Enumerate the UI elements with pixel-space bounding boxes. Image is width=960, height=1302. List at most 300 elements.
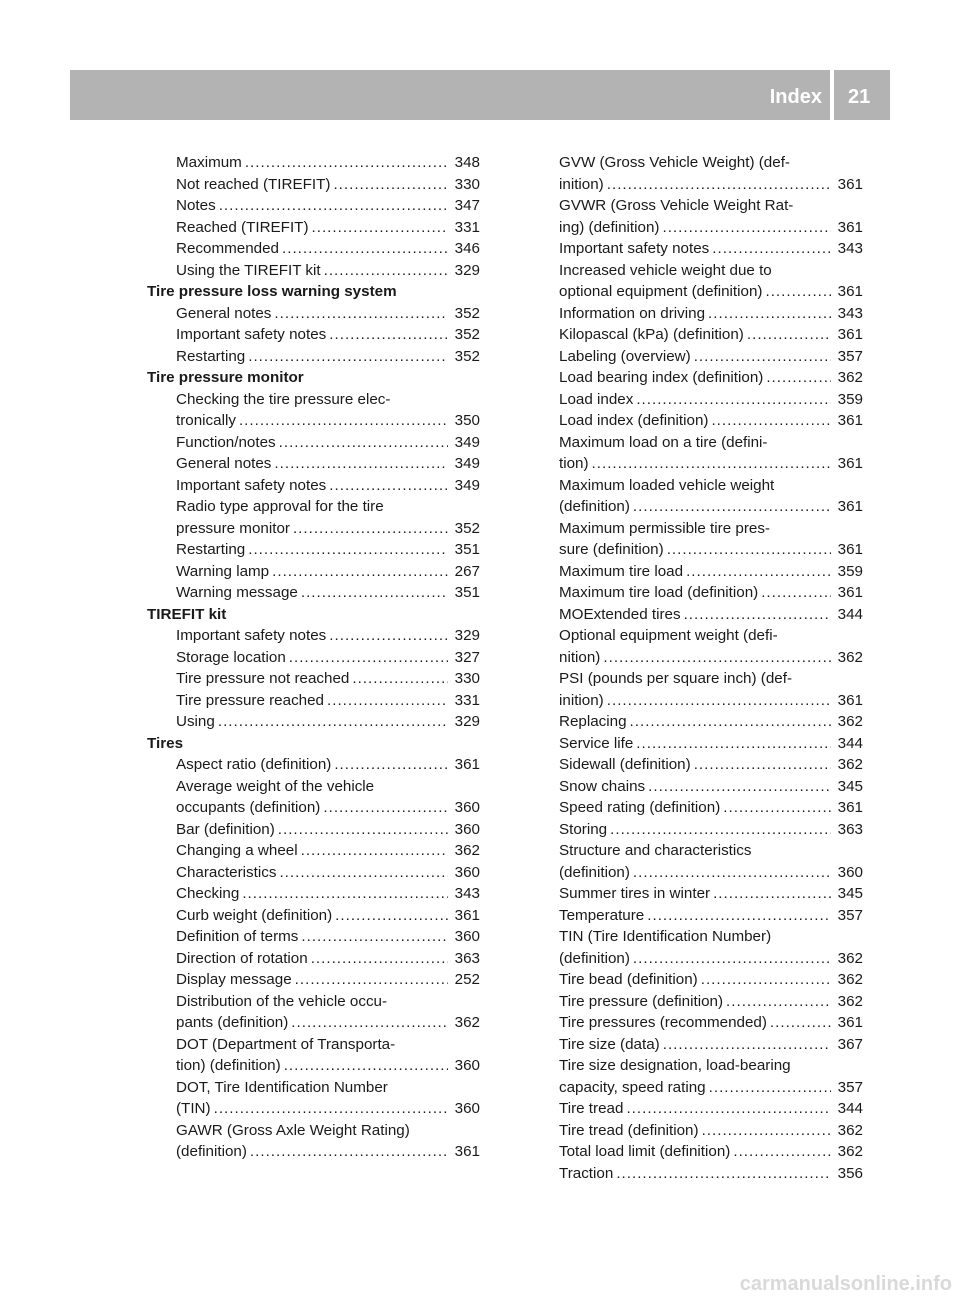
index-entry bbox=[147, 883, 480, 905]
index-entry bbox=[147, 862, 480, 884]
entry-text: Structure and characteristics bbox=[559, 842, 752, 859]
index-entry bbox=[147, 1055, 480, 1077]
index-entry bbox=[147, 668, 480, 690]
page-reference: 361 bbox=[837, 218, 863, 236]
entry-text: Tires bbox=[147, 734, 184, 752]
entry-text: Speed rating (definition) bbox=[559, 799, 721, 816]
index-entry bbox=[147, 926, 480, 948]
dot-leader bbox=[633, 496, 831, 518]
page-reference: 360 bbox=[837, 863, 863, 881]
page-reference: 356 bbox=[837, 1164, 863, 1182]
entry-text: GVW (Gross Vehicle Weight) (def- bbox=[559, 154, 790, 171]
entry-text: Warning message bbox=[176, 584, 298, 601]
dot-leader bbox=[329, 625, 448, 647]
index-entry bbox=[530, 969, 863, 991]
page-reference: 361 bbox=[837, 283, 863, 300]
index-entry bbox=[147, 776, 480, 798]
watermark: carmanualsonline.info bbox=[739, 1273, 952, 1295]
entry-text: Maximum bbox=[176, 154, 242, 171]
dot-leader bbox=[603, 647, 831, 669]
page-reference: 330 bbox=[454, 175, 480, 193]
dot-leader bbox=[301, 926, 448, 948]
dot-leader bbox=[272, 561, 448, 583]
dot-leader bbox=[662, 217, 831, 239]
page-reference: 362 bbox=[837, 1121, 863, 1139]
entry-text: occupants (definition) bbox=[176, 799, 321, 816]
entry-text: Total load limit (definition) bbox=[559, 1143, 731, 1160]
dot-leader bbox=[694, 346, 831, 368]
dot-leader bbox=[219, 195, 448, 217]
entry-text: Tire bead (definition) bbox=[559, 971, 698, 988]
entry-text: Function/notes bbox=[176, 433, 276, 451]
index-entry bbox=[147, 324, 480, 346]
entry-text: Checking the tire pressure elec- bbox=[176, 390, 391, 408]
entry-text: tronically bbox=[176, 412, 236, 429]
entry-text: Tire tread bbox=[559, 1100, 624, 1117]
dot-leader bbox=[633, 948, 831, 970]
index-heading bbox=[147, 604, 480, 626]
dot-leader bbox=[733, 1141, 831, 1163]
page-reference: 344 bbox=[837, 605, 863, 623]
index-entry bbox=[147, 174, 480, 196]
page-reference: 345 bbox=[837, 885, 863, 902]
entry-text: PSI (pounds per square inch) (def- bbox=[559, 670, 792, 687]
dot-leader bbox=[301, 582, 448, 604]
index-entry bbox=[147, 1012, 480, 1034]
dot-leader bbox=[761, 582, 831, 604]
dot-leader bbox=[647, 905, 831, 927]
entry-text: tion) bbox=[559, 455, 589, 472]
dot-leader bbox=[636, 733, 831, 755]
index-entry bbox=[530, 1141, 863, 1163]
page-reference: 343 bbox=[454, 885, 480, 902]
entry-text: Tire size (data) bbox=[559, 1035, 660, 1053]
index-entry bbox=[530, 926, 863, 948]
dot-leader bbox=[282, 238, 448, 260]
dot-leader bbox=[289, 647, 448, 669]
index-entry bbox=[530, 539, 863, 561]
dot-leader bbox=[686, 561, 831, 583]
dot-leader bbox=[245, 152, 448, 174]
page-reference: 252 bbox=[454, 971, 480, 988]
entry-text: Average weight of the vehicle bbox=[176, 777, 375, 795]
index-entry bbox=[147, 518, 480, 540]
dot-leader bbox=[667, 539, 831, 561]
page-reference: 361 bbox=[837, 498, 863, 515]
page-reference: 347 bbox=[454, 197, 480, 214]
page-reference: 361 bbox=[837, 691, 863, 709]
index-entry bbox=[147, 690, 480, 712]
index-entry bbox=[530, 518, 863, 540]
dot-leader bbox=[250, 1141, 448, 1163]
dot-leader bbox=[708, 303, 831, 325]
page-reference: 360 bbox=[454, 1100, 480, 1117]
index-entry bbox=[147, 1034, 480, 1056]
page-reference: 357 bbox=[837, 906, 863, 924]
page-reference: 361 bbox=[837, 541, 863, 558]
page-number: 21 bbox=[848, 86, 871, 108]
dot-leader bbox=[663, 1034, 831, 1056]
index-entry bbox=[147, 389, 480, 411]
dot-leader bbox=[214, 1098, 448, 1120]
entry-text: Information on driving bbox=[559, 304, 706, 322]
entry-text: Aspect ratio (definition) bbox=[176, 756, 332, 773]
page-reference: 362 bbox=[837, 992, 863, 1010]
index-entry bbox=[530, 1034, 863, 1056]
entry-text: General notes bbox=[176, 455, 272, 472]
entry-text: tion) (definition) bbox=[176, 1057, 281, 1074]
page-reference: 359 bbox=[837, 562, 863, 580]
dot-leader bbox=[274, 303, 448, 325]
entry-text: Temperature bbox=[559, 906, 645, 924]
index-entry bbox=[530, 1098, 863, 1120]
entry-text: Reached (TIREFIT) bbox=[176, 218, 309, 236]
entry-text: Recommended bbox=[176, 240, 279, 257]
page-reference: 361 bbox=[454, 756, 480, 773]
dot-leader bbox=[327, 690, 448, 712]
index-entry bbox=[147, 625, 480, 647]
index-entry bbox=[530, 905, 863, 927]
index-entry bbox=[147, 991, 480, 1013]
page-reference: 360 bbox=[454, 1057, 480, 1074]
page-reference: 345 bbox=[837, 777, 863, 795]
dot-leader bbox=[713, 883, 831, 905]
index-entry bbox=[530, 991, 863, 1013]
index-entry bbox=[147, 539, 480, 561]
entry-text: pressure monitor bbox=[176, 519, 290, 537]
dot-leader bbox=[218, 711, 448, 733]
index-entry bbox=[530, 948, 863, 970]
index-entry bbox=[530, 303, 863, 325]
page-reference: 357 bbox=[837, 1078, 863, 1096]
entry-text: Replacing bbox=[559, 713, 627, 730]
entry-text: Important safety notes bbox=[176, 627, 327, 644]
index-entry bbox=[530, 1055, 863, 1077]
entry-text: inition) bbox=[559, 691, 604, 709]
entry-text: Characteristics bbox=[176, 863, 277, 881]
dot-leader bbox=[630, 711, 831, 733]
index-entry bbox=[530, 883, 863, 905]
entry-text: Using bbox=[176, 713, 215, 730]
index-entry bbox=[147, 432, 480, 454]
index-entry bbox=[147, 561, 480, 583]
dot-leader bbox=[592, 453, 831, 475]
index-heading bbox=[147, 367, 480, 389]
dot-leader bbox=[284, 1055, 448, 1077]
page-reference: 329 bbox=[454, 261, 480, 279]
entry-text: Snow chains bbox=[559, 777, 646, 795]
entry-text: Storage location bbox=[176, 648, 286, 666]
page-reference: 367 bbox=[837, 1035, 863, 1053]
entry-text: Bar (definition) bbox=[176, 820, 275, 838]
dot-leader bbox=[293, 518, 448, 540]
page-reference: 361 bbox=[837, 584, 863, 601]
entry-text: (TIN) bbox=[176, 1100, 211, 1117]
page-reference: 331 bbox=[454, 691, 480, 709]
dot-leader bbox=[607, 174, 831, 196]
page-reference: 349 bbox=[454, 433, 480, 451]
dot-leader bbox=[770, 1012, 831, 1034]
entry-text: sure (definition) bbox=[559, 541, 664, 558]
page-reference: 357 bbox=[837, 347, 863, 365]
entry-text: Important safety notes bbox=[176, 326, 327, 343]
index-entry bbox=[530, 1120, 863, 1142]
dot-leader bbox=[352, 668, 448, 690]
entry-text: inition) bbox=[559, 175, 604, 193]
dot-leader bbox=[248, 346, 448, 368]
index-entry bbox=[147, 195, 480, 217]
index-entry bbox=[147, 754, 480, 776]
entry-text: Notes bbox=[176, 197, 216, 214]
dot-leader bbox=[333, 174, 448, 196]
index-entry bbox=[530, 840, 863, 862]
entry-text: Labeling (overview) bbox=[559, 347, 691, 365]
index-entry bbox=[530, 367, 863, 389]
dot-leader bbox=[726, 991, 831, 1013]
index-entry bbox=[147, 1141, 480, 1163]
index-entry bbox=[147, 797, 480, 819]
dot-leader bbox=[242, 883, 448, 905]
page-reference: 343 bbox=[837, 304, 863, 322]
dot-leader bbox=[311, 948, 448, 970]
dot-leader bbox=[329, 475, 448, 497]
index-entry bbox=[147, 840, 480, 862]
dot-leader bbox=[274, 453, 448, 475]
entry-text: Traction bbox=[559, 1164, 614, 1182]
dot-leader bbox=[765, 281, 831, 303]
index-entry bbox=[530, 733, 863, 755]
page-reference: 329 bbox=[454, 627, 480, 644]
dot-leader bbox=[239, 410, 448, 432]
page-reference: 348 bbox=[454, 154, 480, 171]
entry-text: Restarting bbox=[176, 347, 246, 365]
entry-text: Radio type approval for the tire bbox=[176, 498, 384, 515]
entry-text: (definition) bbox=[559, 498, 630, 515]
index-entry bbox=[530, 281, 863, 303]
index-entry bbox=[530, 432, 863, 454]
dot-leader bbox=[607, 690, 831, 712]
dot-leader bbox=[636, 389, 831, 411]
entry-text: Optional equipment weight (defi- bbox=[559, 627, 778, 644]
page-reference: 362 bbox=[837, 1143, 863, 1160]
index-entry bbox=[147, 475, 480, 497]
index-entry bbox=[147, 1077, 480, 1099]
page-reference: 361 bbox=[837, 1014, 863, 1031]
index-entry bbox=[530, 797, 863, 819]
entry-text: Checking bbox=[176, 885, 240, 902]
page-reference: 361 bbox=[837, 455, 863, 472]
entry-text: Tire tread (definition) bbox=[559, 1121, 699, 1139]
index-entry bbox=[530, 324, 863, 346]
entry-text: pants (definition) bbox=[176, 1014, 289, 1031]
entry-text: Display message bbox=[176, 971, 292, 988]
page-reference: 362 bbox=[837, 756, 863, 773]
index-entry bbox=[147, 1098, 480, 1120]
index-entry bbox=[147, 819, 480, 841]
page-reference: 362 bbox=[837, 648, 863, 666]
dot-leader bbox=[626, 1098, 831, 1120]
index-entry bbox=[530, 195, 863, 217]
entry-text: GAWR (Gross Axle Weight Rating) bbox=[176, 1121, 410, 1139]
index-column-right bbox=[530, 152, 863, 1184]
dot-leader bbox=[684, 604, 831, 626]
index-entry bbox=[147, 152, 480, 174]
index-entry bbox=[530, 238, 863, 260]
entry-text: TIREFIT kit bbox=[147, 605, 227, 623]
page-reference: 352 bbox=[454, 304, 480, 322]
dot-leader bbox=[324, 260, 448, 282]
page-reference: 363 bbox=[837, 820, 863, 838]
index-entry bbox=[530, 819, 863, 841]
entry-text: Tire pressure not reached bbox=[176, 670, 350, 687]
index-entry bbox=[530, 776, 863, 798]
index-entry bbox=[147, 217, 480, 239]
entry-text: Sidewall (definition) bbox=[559, 756, 691, 773]
page-reference: 352 bbox=[454, 347, 480, 365]
entry-text: Maximum tire load bbox=[559, 562, 684, 580]
page-reference: 329 bbox=[454, 713, 480, 730]
entry-text: Warning lamp bbox=[176, 562, 270, 580]
entry-text: General notes bbox=[176, 304, 272, 322]
dot-leader bbox=[278, 819, 448, 841]
entry-text: Increased vehicle weight due to bbox=[559, 261, 772, 279]
entry-text: (definition) bbox=[559, 949, 630, 967]
entry-text: DOT (Department of Transporta- bbox=[176, 1035, 396, 1053]
entry-text: Important safety notes bbox=[559, 240, 710, 257]
dot-leader bbox=[723, 797, 831, 819]
dot-leader bbox=[279, 432, 448, 454]
index-entry bbox=[530, 174, 863, 196]
entry-text: Changing a wheel bbox=[176, 842, 298, 859]
entry-text: Distribution of the vehicle occu- bbox=[176, 992, 388, 1010]
dot-leader bbox=[248, 539, 448, 561]
page-reference: 267 bbox=[454, 562, 480, 580]
index-entry bbox=[530, 582, 863, 604]
page-reference: 361 bbox=[454, 906, 480, 924]
page-reference: 349 bbox=[454, 455, 480, 472]
dot-leader bbox=[295, 969, 448, 991]
index-entry bbox=[530, 862, 863, 884]
dot-leader bbox=[279, 862, 448, 884]
page-reference: 360 bbox=[454, 863, 480, 881]
entry-text: Not reached (TIREFIT) bbox=[176, 175, 331, 193]
index-entry bbox=[147, 905, 480, 927]
page-reference: 360 bbox=[454, 928, 480, 945]
dot-leader bbox=[323, 797, 448, 819]
page-reference: 352 bbox=[454, 326, 480, 343]
page-reference: 361 bbox=[837, 412, 863, 429]
dot-leader bbox=[711, 410, 831, 432]
page-reference: 350 bbox=[454, 412, 480, 429]
dot-leader bbox=[334, 754, 448, 776]
entry-text: Direction of rotation bbox=[176, 949, 308, 967]
index-column-left bbox=[147, 152, 480, 1163]
page-reference: 362 bbox=[837, 713, 863, 730]
entry-text: Load index (definition) bbox=[559, 412, 709, 429]
entry-text: Load bearing index (definition) bbox=[559, 369, 764, 386]
entry-text: optional equipment (definition) bbox=[559, 283, 763, 300]
index-entry bbox=[530, 217, 863, 239]
index-entry bbox=[147, 303, 480, 325]
header-divider bbox=[830, 70, 834, 120]
entry-text: Important safety notes bbox=[176, 476, 327, 494]
dot-leader bbox=[335, 905, 448, 927]
dot-leader bbox=[301, 840, 448, 862]
entry-text: nition) bbox=[559, 648, 601, 666]
index-entry bbox=[530, 1163, 863, 1185]
index-entry bbox=[530, 453, 863, 475]
header-bar bbox=[70, 70, 890, 120]
index-heading bbox=[147, 281, 480, 303]
page-reference: 360 bbox=[454, 820, 480, 838]
index-entry bbox=[530, 604, 863, 626]
index-entry bbox=[147, 969, 480, 991]
page-reference: 362 bbox=[837, 949, 863, 967]
index-entry bbox=[530, 260, 863, 282]
page-reference: 363 bbox=[454, 949, 480, 967]
entry-text: Load index bbox=[559, 390, 634, 408]
entry-text: Kilopascal (kPa) (definition) bbox=[559, 326, 744, 343]
index-entry bbox=[147, 346, 480, 368]
dot-leader bbox=[291, 1012, 448, 1034]
entry-text: Tire pressure reached bbox=[176, 691, 325, 709]
index-entry bbox=[530, 475, 863, 497]
entry-text: (definition) bbox=[176, 1143, 247, 1160]
index-entry bbox=[147, 260, 480, 282]
index-entry bbox=[147, 647, 480, 669]
page-reference: 362 bbox=[837, 369, 863, 386]
entry-text: Tire pressure monitor bbox=[147, 369, 304, 386]
index-entry bbox=[530, 711, 863, 733]
entry-text: (definition) bbox=[559, 863, 630, 881]
dot-leader bbox=[747, 324, 831, 346]
entry-text: Maximum tire load (definition) bbox=[559, 584, 759, 601]
index-entry bbox=[530, 389, 863, 411]
index-entry bbox=[530, 561, 863, 583]
entry-text: Maximum permissible tire pres- bbox=[559, 519, 770, 537]
index-entry bbox=[530, 668, 863, 690]
index-entry bbox=[147, 453, 480, 475]
dot-leader bbox=[312, 217, 449, 239]
entry-text: Definition of terms bbox=[176, 928, 299, 945]
page-reference: 352 bbox=[454, 519, 480, 537]
index-entry bbox=[530, 152, 863, 174]
entry-text: Maximum load on a tire (defini- bbox=[559, 433, 768, 451]
index-entry bbox=[530, 346, 863, 368]
page-reference: 343 bbox=[837, 240, 863, 257]
entry-text: Using the TIREFIT kit bbox=[176, 261, 321, 279]
page-reference: 362 bbox=[454, 842, 480, 859]
page-reference: 344 bbox=[837, 1100, 863, 1117]
dot-leader bbox=[702, 1120, 831, 1142]
index-entry bbox=[530, 1012, 863, 1034]
entry-text: Maximum loaded vehicle weight bbox=[559, 476, 775, 494]
dot-leader bbox=[610, 819, 831, 841]
page-reference: 351 bbox=[454, 584, 480, 601]
index-entry bbox=[147, 711, 480, 733]
index-entry bbox=[530, 1077, 863, 1099]
dot-leader bbox=[709, 1077, 831, 1099]
dot-leader bbox=[616, 1163, 831, 1185]
dot-leader bbox=[329, 324, 448, 346]
page-reference: 359 bbox=[837, 390, 863, 408]
index-entry bbox=[530, 496, 863, 518]
page-reference: 331 bbox=[454, 218, 480, 236]
index-entry bbox=[147, 410, 480, 432]
index-entry bbox=[530, 625, 863, 647]
index-entry bbox=[147, 238, 480, 260]
index-entry bbox=[530, 410, 863, 432]
